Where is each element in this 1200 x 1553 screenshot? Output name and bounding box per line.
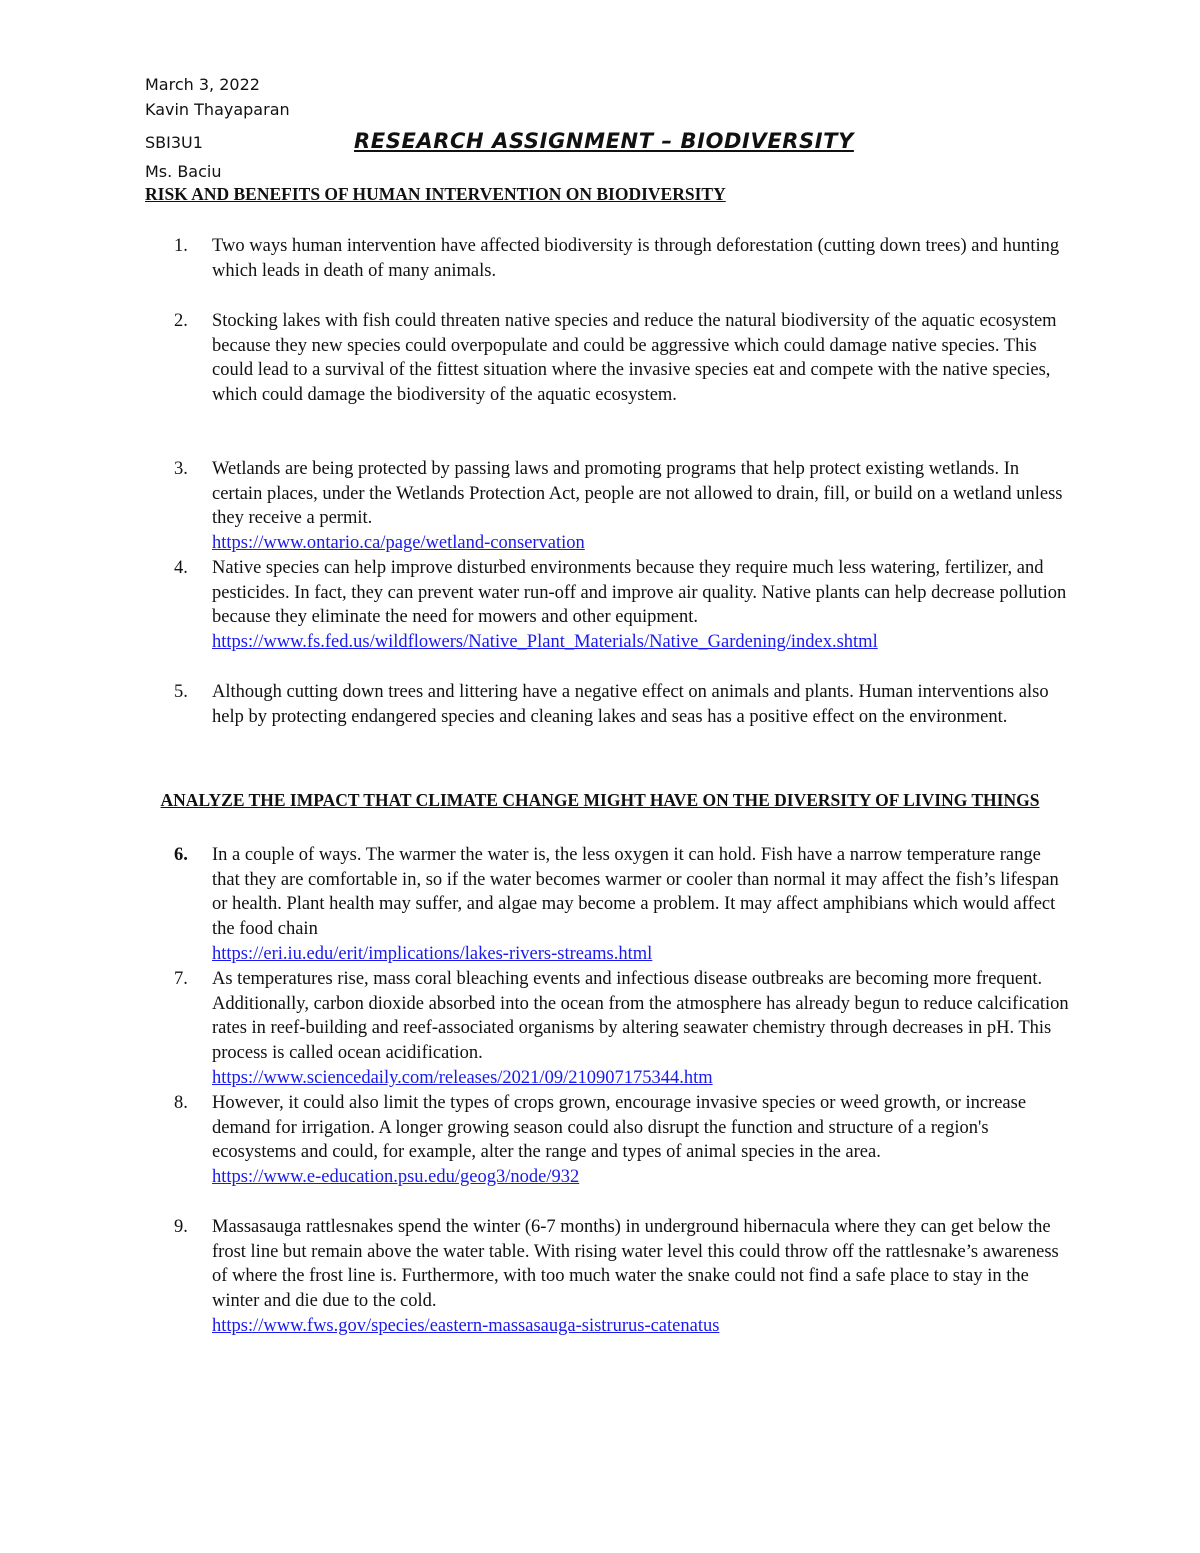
item-text: As temperatures rise, mass coral bleaching events and infectious disease outbreaks are becoming more frequent. Additionally, carbon dioxide absorbed into the ocean from the atmosphere has already begun to reduce calcification rates in reef-building and reef-associated organisms by altering seawater chemistry through decreases in pH. This process is called ocean acidification. bbox=[212, 969, 1069, 1064]
item-text: Although cutting down trees and littering have a negative effect on animals and plants. Human interventions also help by protecting endangered species and cleaning lakes and seas has a positive effect on the environment. bbox=[212, 682, 1049, 727]
section-heading-climate-change: ANALYZE THE IMPACT THAT CLIMATE CHANGE MIGHT HAVE ON THE DIVERSITY OF LIVING THINGS bbox=[160, 790, 1040, 810]
section-heading-human-intervention: RISK AND BENEFITS OF HUMAN INTERVENTION ON BIODIVERSITY bbox=[145, 184, 726, 204]
item-number: 3. bbox=[174, 459, 188, 479]
item-number: 7. bbox=[174, 969, 188, 989]
list-item bbox=[174, 843, 1074, 967]
teacher-line: Ms. Baciu bbox=[145, 162, 222, 181]
list-item bbox=[174, 967, 1074, 1091]
item-number: 9. bbox=[174, 1217, 188, 1237]
date-line: March 3, 2022 bbox=[145, 75, 260, 94]
course-code: SBI3U1 bbox=[145, 133, 203, 152]
item-text: Massasauga rattlesnakes spend the winter (6-7 months) in underground hibernacula where they can get below the frost line but remain above the water table. With rising water level this could throw off the rattlesnake’s awareness of where the frost line is. Furthermore, with too much water the snake could not find a safe place to stay in the winter and die due to the cold. bbox=[212, 1217, 1059, 1312]
source-link[interactable]: https://www.fs.fed.us/wildflowers/Native_Plant_Materials/Native_Gardening/index.shtml bbox=[212, 632, 878, 653]
source-link[interactable]: https://www.sciencedaily.com/releases/2021/09/210907175344.htm bbox=[212, 1067, 713, 1088]
item-text: However, it could also limit the types of crops grown, encourage invasive species or weed growth, or increase demand for irrigation. A longer growing season could also disrupt the function and structure of a region's ecosystems and could, for example, alter the range and types of animal species in the area. bbox=[212, 1093, 1027, 1163]
document-title: RESEARCH ASSIGNMENT – BIODIVERSITY bbox=[354, 129, 854, 153]
item-text: Two ways human intervention have affected biodiversity is through deforestation (cutting down trees) and hunting which leads in death of many animals. bbox=[212, 236, 1060, 281]
item-number: 1. bbox=[174, 236, 188, 256]
source-link[interactable]: https://www.e-education.psu.edu/geog3/node/932 bbox=[212, 1167, 580, 1188]
item-text: Native species can help improve disturbed environments because they require much less watering, fertilizer, and pesticides. In fact, they can prevent water run-off and improve air quality. Native plants can help decrease pollution because they eliminate the need for mowers and other equipment. bbox=[212, 558, 1067, 628]
item-number: 2. bbox=[174, 311, 188, 331]
item-number: 8. bbox=[174, 1093, 188, 1113]
list-item bbox=[174, 680, 1074, 729]
item-number: 6. bbox=[174, 845, 188, 865]
list-item bbox=[174, 1215, 1074, 1339]
author-line: Kavin Thayaparan bbox=[145, 100, 290, 119]
item-text: Wetlands are being protected by passing laws and promoting programs that help protect existing wetlands. In certain places, under the Wetlands Protection Act, people are not allowed to drain, fill, or build on a wetland unless they receive a permit. bbox=[212, 459, 1063, 529]
source-link[interactable]: https://www.ontario.ca/page/wetland-conservation bbox=[212, 533, 585, 554]
item-number: 5. bbox=[174, 682, 188, 702]
list-item bbox=[174, 234, 1074, 283]
source-link[interactable]: https://eri.iu.edu/erit/implications/lakes-rivers-streams.html bbox=[212, 943, 653, 964]
item-number: 4. bbox=[174, 558, 188, 578]
list-item bbox=[174, 309, 1074, 408]
list-item bbox=[174, 556, 1074, 655]
item-text: In a couple of ways. The warmer the water is, the less oxygen it can hold. Fish have a narrow temperature range that they are comfortable in, so if the water becomes warmer or cooler than normal it may affect the fish’s lifespan or health. Plant health may suffer, and algae may become a problem. It may affect amphibians which would affect the food chain bbox=[212, 845, 1059, 940]
source-link[interactable]: https://www.fws.gov/species/eastern-massasauga-sistrurus-catenatus bbox=[212, 1315, 720, 1336]
list-item bbox=[174, 1091, 1074, 1190]
list-item bbox=[174, 457, 1074, 556]
item-text: Stocking lakes with fish could threaten native species and reduce the natural biodiversity of the aquatic ecosystem because they new species could overpopulate and could be aggressive which could damage native species. This could lead to a survival of the fittest situation where the invasive species eat and compete with the native species, which could damage the biodiversity of the aquatic ecosystem. bbox=[212, 311, 1057, 406]
